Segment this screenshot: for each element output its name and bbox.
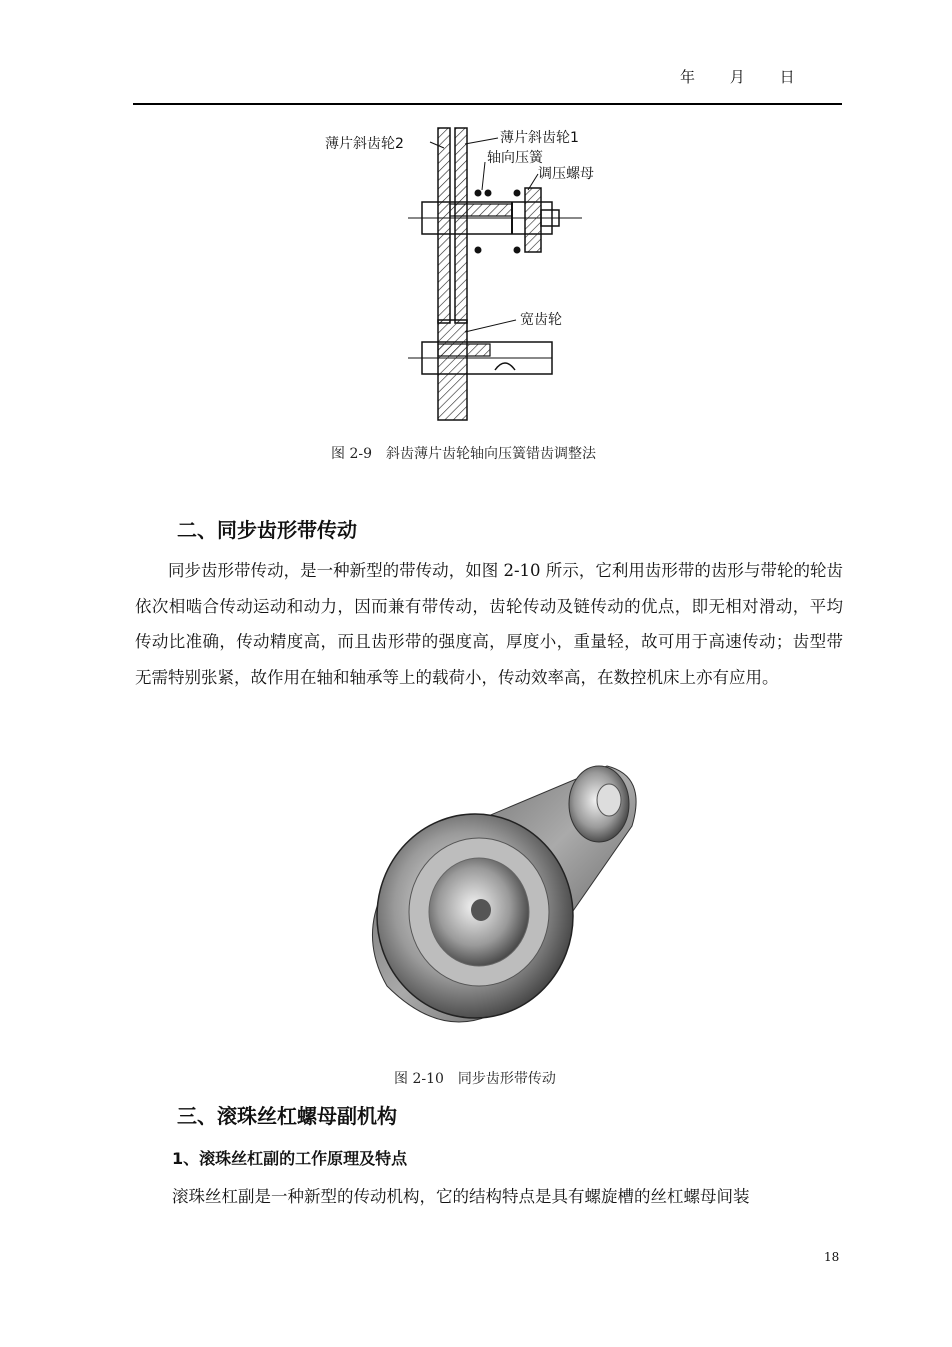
figure-gear-diagram [320, 120, 660, 430]
pulley-hub [471, 899, 491, 921]
page-number: 18 [824, 1250, 840, 1264]
figure-belt-drive-image [357, 756, 647, 1036]
header-rule [133, 103, 842, 105]
paragraph-sync-belt: 同步齿形带传动，是一种新型的带传动，如图 2-10 所示，它利用齿形带的齿形与带轮的轮齿依次相啮合传动运动和动力，因而兼有带传动，齿轮传动及链传动的优点，即无相对滑动，平均传动比准确，传动精度高，而且齿形带的强度高，厚度小，重量轻，故可用于高速传动；齿型带无需特别张紧，故作用在轴和轴承等上的载荷小，传动效率高，在数控机床上亦有应用。 [135, 561, 843, 687]
label-thin-gear-1: 薄片斜齿轮1 [500, 130, 579, 146]
thin-gear-2-shape [438, 128, 450, 323]
header-date [680, 66, 825, 87]
header-day: 日 [779, 68, 795, 86]
label-adjust-nut: 调压螺母 [538, 166, 594, 182]
label-thin-gear-2: 薄片斜齿轮2 [325, 136, 404, 152]
header-month: 月 [729, 68, 745, 86]
header-year: 年 [680, 68, 696, 86]
adjust-nut-shape [525, 188, 541, 252]
wide-gear-shape [438, 320, 467, 420]
label-axial-spring: 轴向压簧 [487, 150, 543, 166]
figure-2-10-caption: 图 2-10 同步齿形带传动 [394, 1071, 556, 1087]
subsection-title-ball-screw-principle: 1、滚珠丝杠副的工作原理及特点 [172, 1149, 408, 1168]
thin-gear-1-shape [455, 128, 467, 323]
paragraph-ball-screw-start: 滚珠丝杠副是一种新型的传动机构，它的结构特点是具有螺旋槽的丝杠螺母间装 [172, 1187, 750, 1206]
figure-2-9-caption: 图 2-9 斜齿薄片齿轮轴向压簧错齿调整法 [331, 446, 596, 462]
section-title-sync-belt: 二、同步齿形带传动 [177, 518, 357, 542]
label-wide-gear: 宽齿轮 [520, 312, 562, 328]
section-title-ball-screw: 三、滚珠丝杠螺母副机构 [177, 1104, 397, 1128]
